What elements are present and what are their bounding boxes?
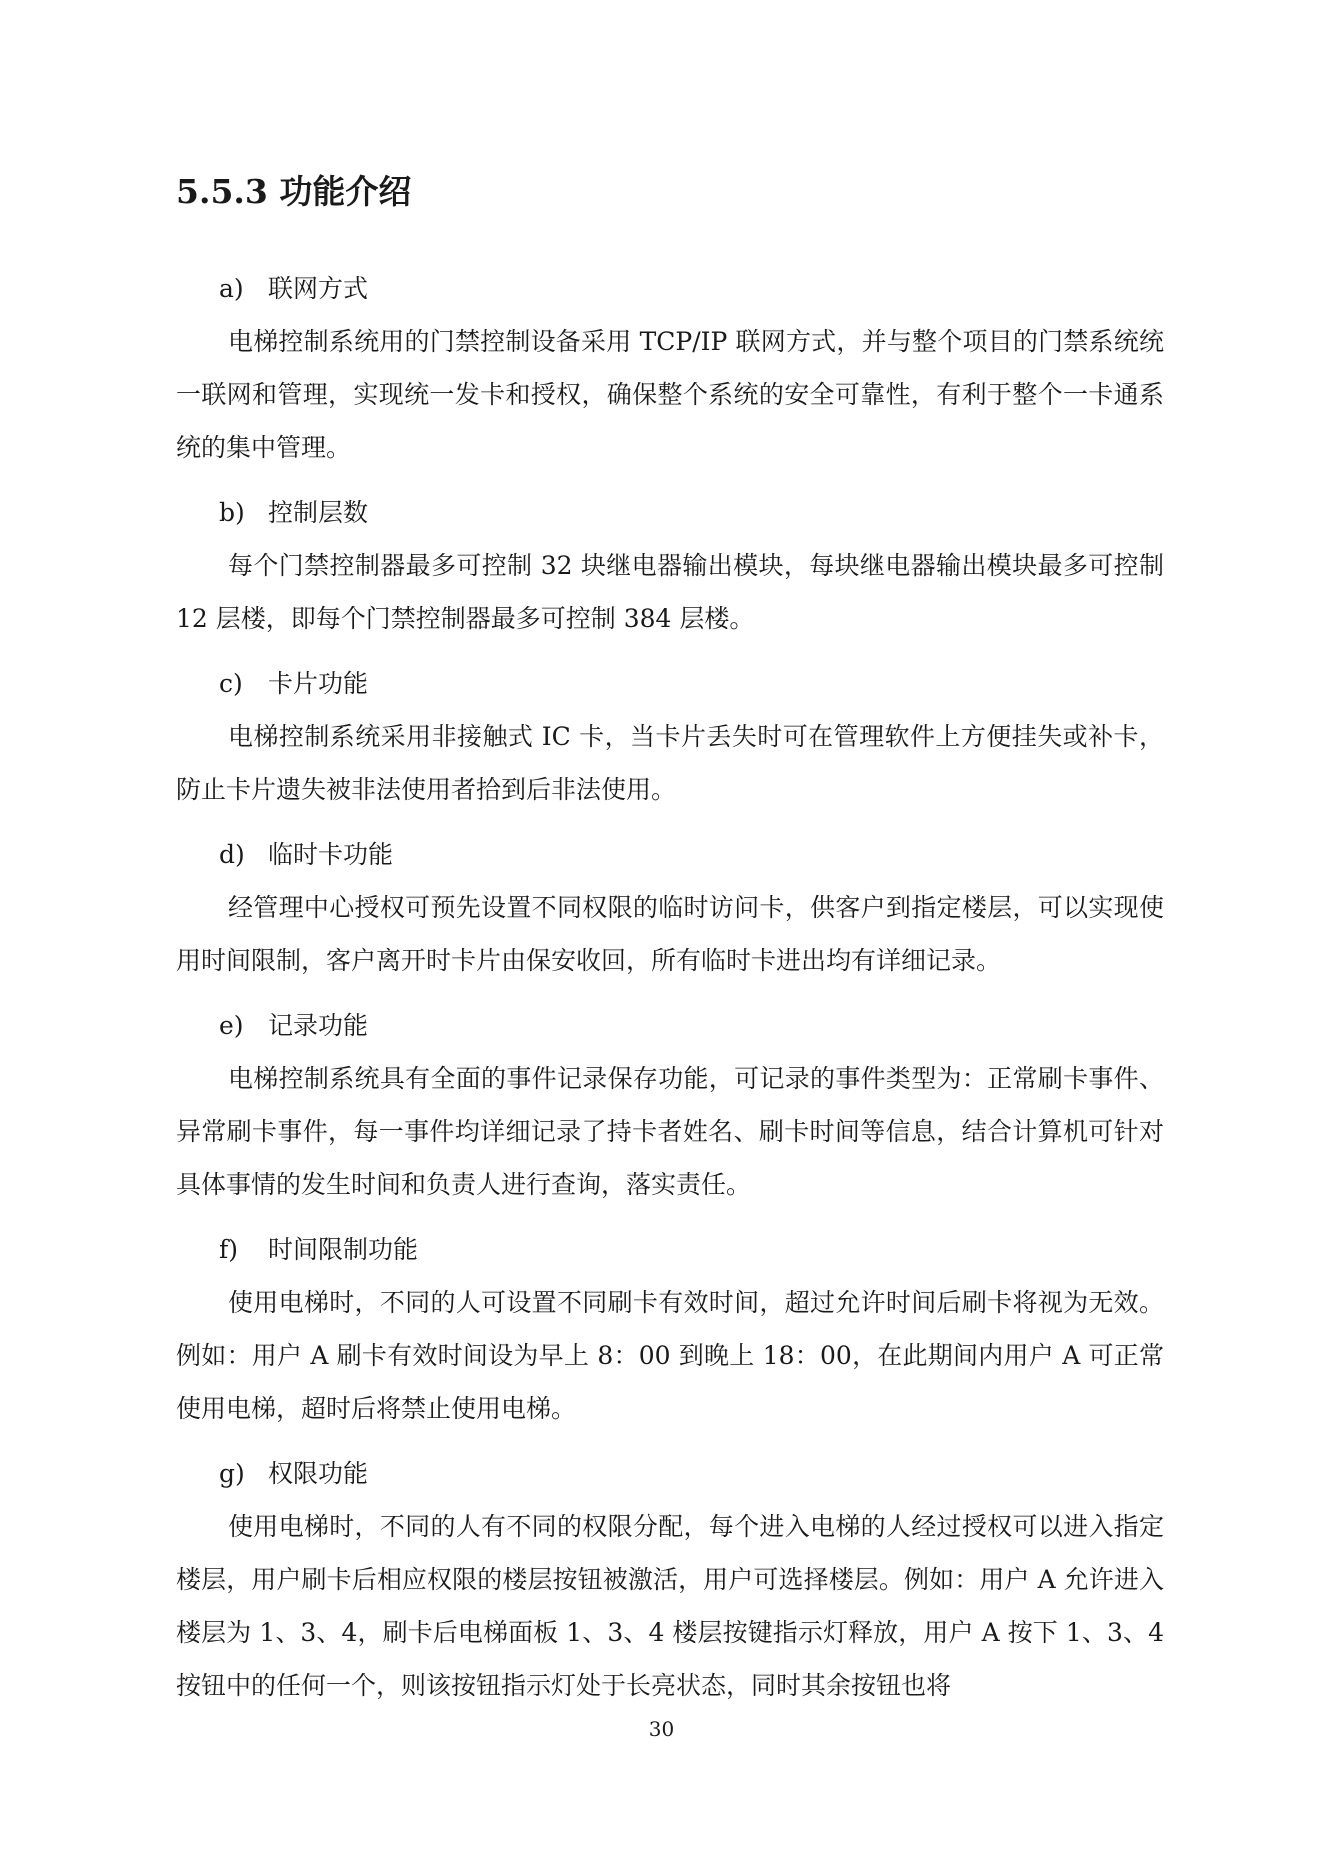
- item-paragraph: 使用电梯时，不同的人可设置不同刷卡有效时间，超过允许时间后刷卡将视为无效。例如：用户 A 刷卡有效时间设为早上 8：00 到晚上 18：00，在此期间内用户 A 可正常使用电梯，超时后将禁止使用电梯。: [176, 1288, 1164, 1423]
- item-paragraph: 电梯控制系统具有全面的事件记录保存功能，可记录的事件类型为：正常刷卡事件、异常刷卡事件，每一事件均详细记录了持卡者姓名、刷卡时间等信息，结合计算机可针对具体事情的发生时间和负责人进行查询，落实责任。: [176, 1064, 1164, 1199]
- item-title: [176, 486, 1164, 539]
- item-paragraph: 每个门禁控制器最多可控制 32 块继电器输出模块，每块继电器输出模块最多可控制 12 层楼，即每个门禁控制器最多可控制 384 层楼。: [176, 551, 1164, 633]
- feature-item-card: [176, 657, 1164, 816]
- item-marker: a): [219, 274, 244, 303]
- item-paragraph: 电梯控制系统采用非接触式 IC 卡，当卡片丢失时可在管理软件上方便挂失或补卡，防止卡片遗失被非法使用者拾到后非法使用。: [176, 722, 1164, 804]
- feature-item-records: [176, 999, 1164, 1211]
- section-heading: 5.5.3 功能介绍: [176, 172, 412, 211]
- item-paragraph: 经管理中心授权可预先设置不同权限的临时访问卡，供客户到指定楼层，可以实现使用时间限制，客户离开时卡片由保安收回，所有临时卡进出均有详细记录。: [176, 893, 1164, 975]
- feature-item-network: [176, 262, 1164, 474]
- feature-item-temporary-card: [176, 828, 1164, 987]
- item-paragraph: 电梯控制系统用的门禁控制设备采用 TCP/IP 联网方式，并与整个项目的门禁系统统一联网和管理，实现统一发卡和授权，确保整个系统的安全可靠性，有利于整个一卡通系统的集中管理。: [176, 327, 1164, 462]
- feature-item-permissions: [176, 1447, 1164, 1712]
- item-title-text: 联网方式: [268, 274, 369, 303]
- feature-item-control-floors: [176, 486, 1164, 645]
- item-title-text: 权限功能: [268, 1459, 369, 1488]
- item-marker: f): [219, 1235, 239, 1264]
- item-title: [176, 1447, 1164, 1500]
- page-number: 30: [648, 1717, 675, 1741]
- item-marker: d): [219, 840, 245, 869]
- item-marker: g): [219, 1459, 245, 1488]
- item-marker: e): [219, 1011, 244, 1040]
- section-content: [176, 262, 1164, 1724]
- item-paragraph: 使用电梯时，不同的人有不同的权限分配，每个进入电梯的人经过授权可以进入指定楼层，用户刷卡后相应权限的楼层按钮被激活，用户可选择楼层。例如：用户 A 允许进入楼层为 1、3、4，刷卡后电梯面板 1、3、4 楼层按键指示灯释放，用户 A 按下 1、3、4 按钮中的任何一个，则该按钮指示灯处于长亮状态，同时其余按钮也将: [176, 1512, 1164, 1700]
- item-marker: c): [219, 669, 243, 698]
- item-title-text: 时间限制功能: [268, 1235, 419, 1264]
- item-title: [176, 262, 1164, 315]
- item-marker: b): [219, 498, 245, 527]
- item-title-text: 卡片功能: [268, 669, 369, 698]
- item-title-text: 控制层数: [268, 498, 369, 527]
- item-title: [176, 657, 1164, 710]
- feature-item-time-limit: [176, 1223, 1164, 1435]
- item-title: [176, 999, 1164, 1052]
- item-title: [176, 1223, 1164, 1276]
- item-title: [176, 828, 1164, 881]
- item-title-text: 临时卡功能: [268, 840, 394, 869]
- item-title-text: 记录功能: [268, 1011, 369, 1040]
